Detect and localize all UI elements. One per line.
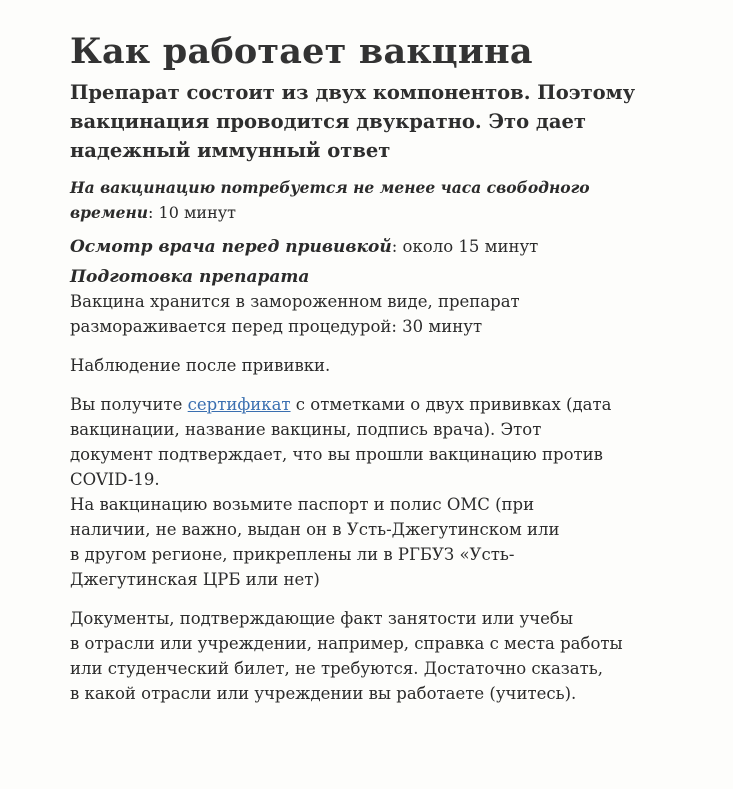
certificate-line3: документ подтверждает, что вы прошли вакцинацию против <box>70 445 603 464</box>
certificate-link[interactable]: сертификат <box>187 395 291 414</box>
preparation-text <box>70 289 720 339</box>
certificate-line4: COVID-19. <box>70 470 160 489</box>
preparation-line2: размораживается перед процедурой: 30 минут <box>70 317 483 336</box>
document-page <box>70 30 720 706</box>
certificate-before: Вы получите <box>70 395 188 414</box>
time-requirement <box>70 175 720 225</box>
certificate-line2: вакцинации, название вакцины, подпись врача). Этот <box>70 420 542 439</box>
passport-line4: Джегутинская ЦРБ или нет) <box>70 570 320 589</box>
certificate-after: с отметками о двух прививках (дата <box>290 395 612 414</box>
documents-line2: в отрасли или учреждении, например, справка с места работы <box>70 634 623 653</box>
observation-text: Наблюдение после прививки. <box>70 356 331 375</box>
passport-line3: в другом регионе, прикреплены ли в РГБУЗ «Усть- <box>70 545 515 564</box>
passport-line1: На вакцинацию возьмите паспорт и полис ОМС (при <box>70 495 535 514</box>
doctor-exam-label: Осмотр врача перед прививкой <box>70 237 392 257</box>
time-requirement-value: : 10 минут <box>148 203 237 222</box>
documents-line4: в какой отрасли или учреждении вы работаете (учитесь). <box>70 684 577 703</box>
lead-paragraph: Препарат состоит из двух компонентов. Поэтому вакцинация проводится двукратно. Это дает надежный иммунный ответ <box>70 81 636 162</box>
preparation-heading: Подготовка препарата <box>70 267 310 287</box>
documents-line3: или студенческий билет, не требуются. Достаточно сказать, <box>70 659 604 678</box>
preparation-line1: Вакцина хранится в замороженном виде, препарат <box>70 292 520 311</box>
documents-line1: Документы, подтверждающие факт занятости или учебы <box>70 609 573 628</box>
passport-paragraph <box>70 492 720 592</box>
time-requirement-label-line2: времени <box>70 203 149 222</box>
time-requirement-label-line1: На вакцинацию потребуется не менее часа свободного <box>70 178 590 197</box>
passport-line2: наличии, не важно, выдан он в Усть-Джегутинском или <box>70 520 560 539</box>
doctor-exam <box>70 233 720 261</box>
certificate-paragraph <box>70 392 720 492</box>
documents-paragraph <box>70 606 720 706</box>
doctor-exam-value: : около 15 минут <box>391 237 539 256</box>
page-title: Как работает вакцина <box>70 31 533 72</box>
